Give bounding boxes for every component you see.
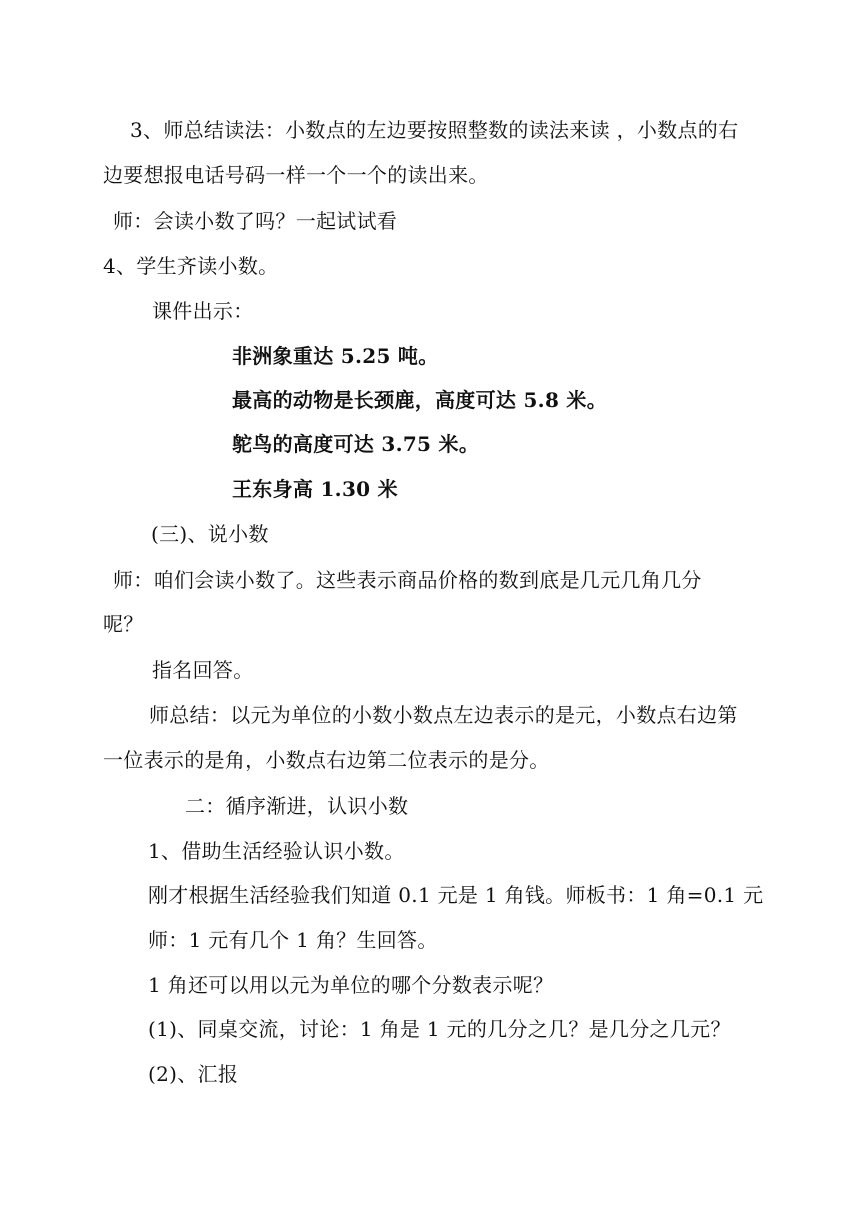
paragraph-line: 师总结：以元为单位的小数小数点左边表示的是元，小数点右边第 (149, 703, 738, 727)
paragraph-line: 一位表示的是角，小数点右边第二位表示的是分。 (103, 748, 550, 772)
paragraph-line: 边要想报电话号码一样一个一个的读出来。 (103, 163, 489, 187)
paragraph-line: 刚才根据生活经验我们知道 0.1 元是 1 角钱。师板书：1 角=0.1 元 (148, 883, 764, 907)
section-heading: (三)、说小数 (151, 522, 269, 546)
paragraph-line: 师：1 元有几个 1 角？生回答。 (148, 928, 438, 952)
paragraph-line: 师：会读小数了吗？一起试试看 (113, 209, 398, 233)
paragraph-line: 1 角还可以用以元为单位的哪个分数表示呢？ (148, 973, 554, 997)
example-line: 最高的动物是长颈鹿，高度可达 5.8 米。 (232, 388, 608, 412)
example-line: 王东身高 1.30 米 (232, 477, 398, 501)
paragraph-line: 4、学生齐读小数。 (103, 254, 279, 278)
paragraph-line: 呢？ (103, 612, 144, 636)
paragraph-line: (1)、同桌交流，讨论：1 角是 1 元的几分之几？是几分之几元？ (148, 1017, 731, 1041)
example-line: 非洲象重达 5.25 吨。 (232, 344, 439, 368)
paragraph-line: 1、借助生活经验认识小数。 (148, 839, 405, 863)
paragraph-line: (2)、汇报 (148, 1062, 239, 1086)
paragraph-line: 3、师总结读法：小数点的左边要按照整数的读法来读 ，小数点的右 (130, 118, 739, 142)
example-line: 鸵鸟的高度可达 3.75 米。 (232, 432, 480, 456)
paragraph-line: 师：咱们会读小数了。这些表示商品价格的数到底是几元几角几分 (113, 568, 702, 592)
section-heading: 二：循序渐进，认识小数 (185, 794, 409, 818)
paragraph-line: 课件出示： (152, 299, 254, 323)
paragraph-line: 指名回答。 (152, 658, 254, 682)
